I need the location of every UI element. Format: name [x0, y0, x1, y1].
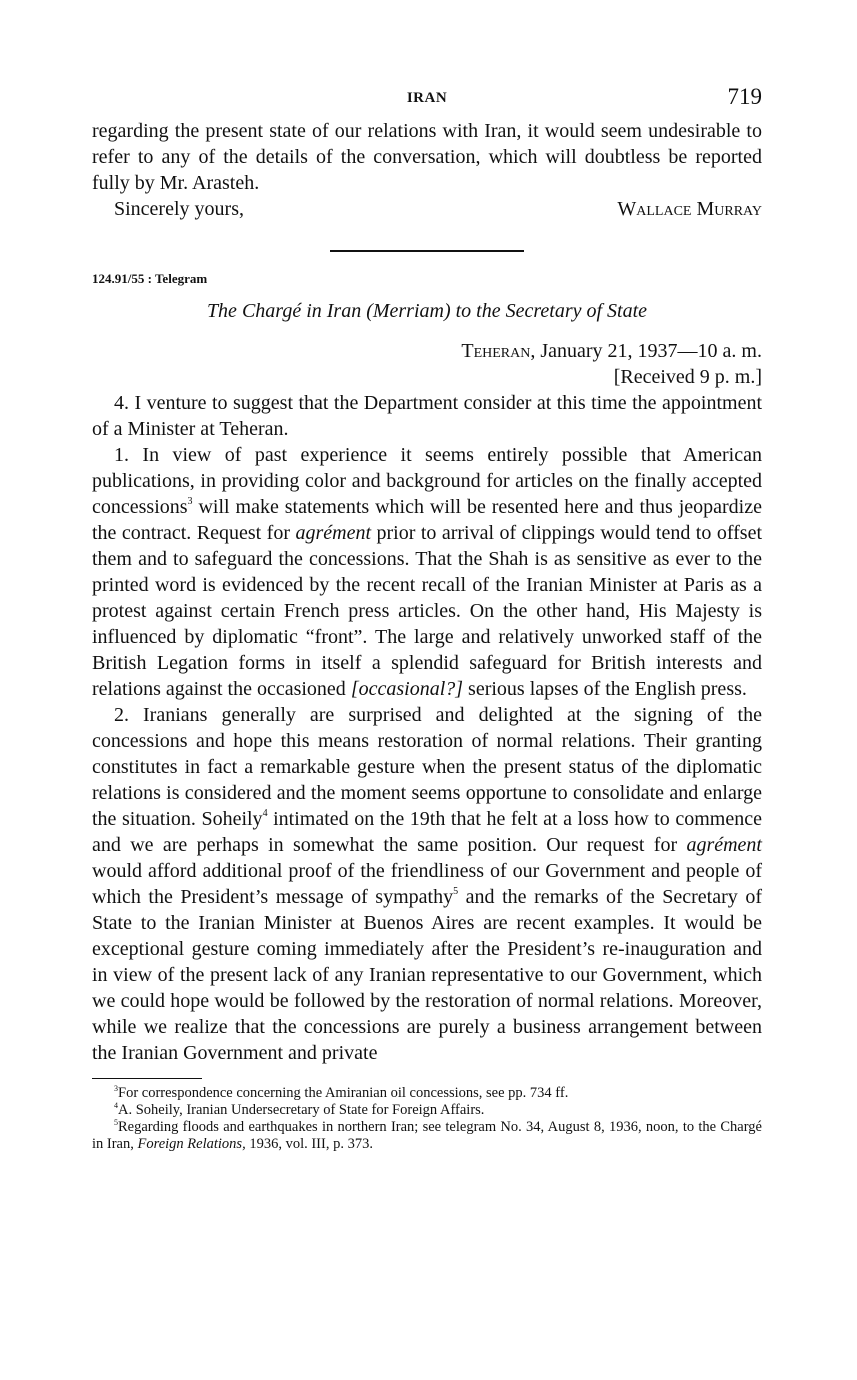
received-note: [Received 9 p. m.] [613, 366, 762, 388]
document-title: The Chargé in Iran (Merriam) to the Secretary of State [206, 300, 648, 322]
footnote-text-tail: 1936, vol. III, p. 373. [245, 1136, 373, 1152]
file-reference: 124.91/55 : Telegram [92, 271, 208, 286]
paragraph-1-text-a: 1. In view of past experience it seems entirely possible that American publications, in providing color and background for articles on the finally accepted concessions [92, 444, 762, 518]
footnote-text: For correspondence concerning the Amiranian oil concessions, see pp. 734 ff. [118, 1085, 569, 1101]
footnote-text: Regarding floods and earthquakes in northern Iran; see telegram No. 34, August 8, 1936, noon, to the Chargé in Iran, [92, 1119, 762, 1152]
paragraph-2-text-d: and the remarks of the Secretary of State to the Iranian Minister at Buenos Aires are recent examples. It would be exceptional gesture coming immediately after the President’s re-inauguration and in view of the present lack of any Iranian representative to our Government, which we could hope would be followed by the restoration of normal relations. Moreover, while we realize that the concessions are purely a business arrangement between the Iranian Government and private [92, 886, 762, 1064]
footnote-ref-5: 5 [453, 886, 459, 897]
page-number: 719 [727, 84, 762, 109]
footnotes [92, 1085, 762, 1153]
dateline-date: January 21, 1937—10 a. m. [535, 340, 762, 362]
paragraph-4: 4. I venture to suggest that the Department consider at this time the appointment of a Minister at Teheran. [92, 392, 762, 440]
document-page [92, 84, 762, 1153]
editorial-bracket: [occasional?] [350, 678, 464, 700]
running-head: IRAN [406, 90, 448, 106]
agrement-term: agrément [686, 834, 762, 856]
paragraph-2 [92, 702, 762, 1066]
paragraph-1-text-b: will make statements which will be resented here and thus jeopardize the contract. Request for [92, 496, 762, 544]
paragraph-1-text-d: serious lapses of the English press. [463, 678, 747, 700]
footnote-mark: 4 [114, 1101, 118, 1110]
footnote-ref-4: 4 [262, 808, 268, 819]
paragraph-1-text-c: prior to arrival of clippings would tend to offset them and to safeguard the concessions. That the Shah is as sensitive as ever to the printed word is evidenced by the recent recall of the Iranian Minister at Paris as a protest against certain French press articles. On the other hand, His Majesty is influenced by diplomatic “front”. The large and relatively unworked staff of the British Legation forms in itself a splendid safeguard for British interests and relations against the occasioned [92, 522, 763, 700]
dateline [92, 338, 762, 364]
footnote-text: A. Soheily, Iranian Undersecretary of State for Foreign Affairs. [118, 1102, 485, 1118]
letter-closing [92, 196, 762, 222]
complimentary-close: Sincerely yours, [114, 198, 244, 220]
paragraph-1 [92, 442, 762, 702]
section-divider [330, 250, 524, 252]
paragraph-2-text-b: intimated on the 19th that he felt at a loss how to commence and we are perhaps in somewhat the same position. Our request for [92, 808, 762, 856]
footnote-5 [92, 1119, 762, 1153]
footnote-mark: 5 [114, 1118, 118, 1127]
dateline-city: Teheran, [461, 340, 536, 362]
paragraph-2-text-c: would afford additional proof of the friendliness of our Government and people of which the President’s message of sympathy [92, 860, 762, 908]
footnote-ref-3: 3 [187, 496, 193, 507]
footnote-mark: 3 [114, 1084, 118, 1093]
agrement-term: agrément [295, 522, 372, 544]
footnote-3 [92, 1085, 762, 1102]
previous-letter-text: regarding the present state of our relations with Iran, it would seem undesirable to refer to any of the details of the conversation, which will doubtless be reported fully by Mr. Arasteh. [92, 120, 762, 194]
signature: Wallace Murray [617, 198, 762, 220]
footnote-4 [92, 1102, 762, 1119]
page-header [92, 84, 762, 118]
footnote-divider [92, 1078, 202, 1079]
footnote-italic-title: Foreign Relations, [137, 1136, 246, 1152]
paragraph-2-text-a: 2. Iranians generally are surprised and delighted at the signing of the concessions and hope this means restoration of normal relations. Their granting constitutes in fact a remarkable gesture when the present status of the diplomatic relations is considered and the moment seems opportune to consolidate and enlarge the situation. Soheily [92, 704, 762, 830]
